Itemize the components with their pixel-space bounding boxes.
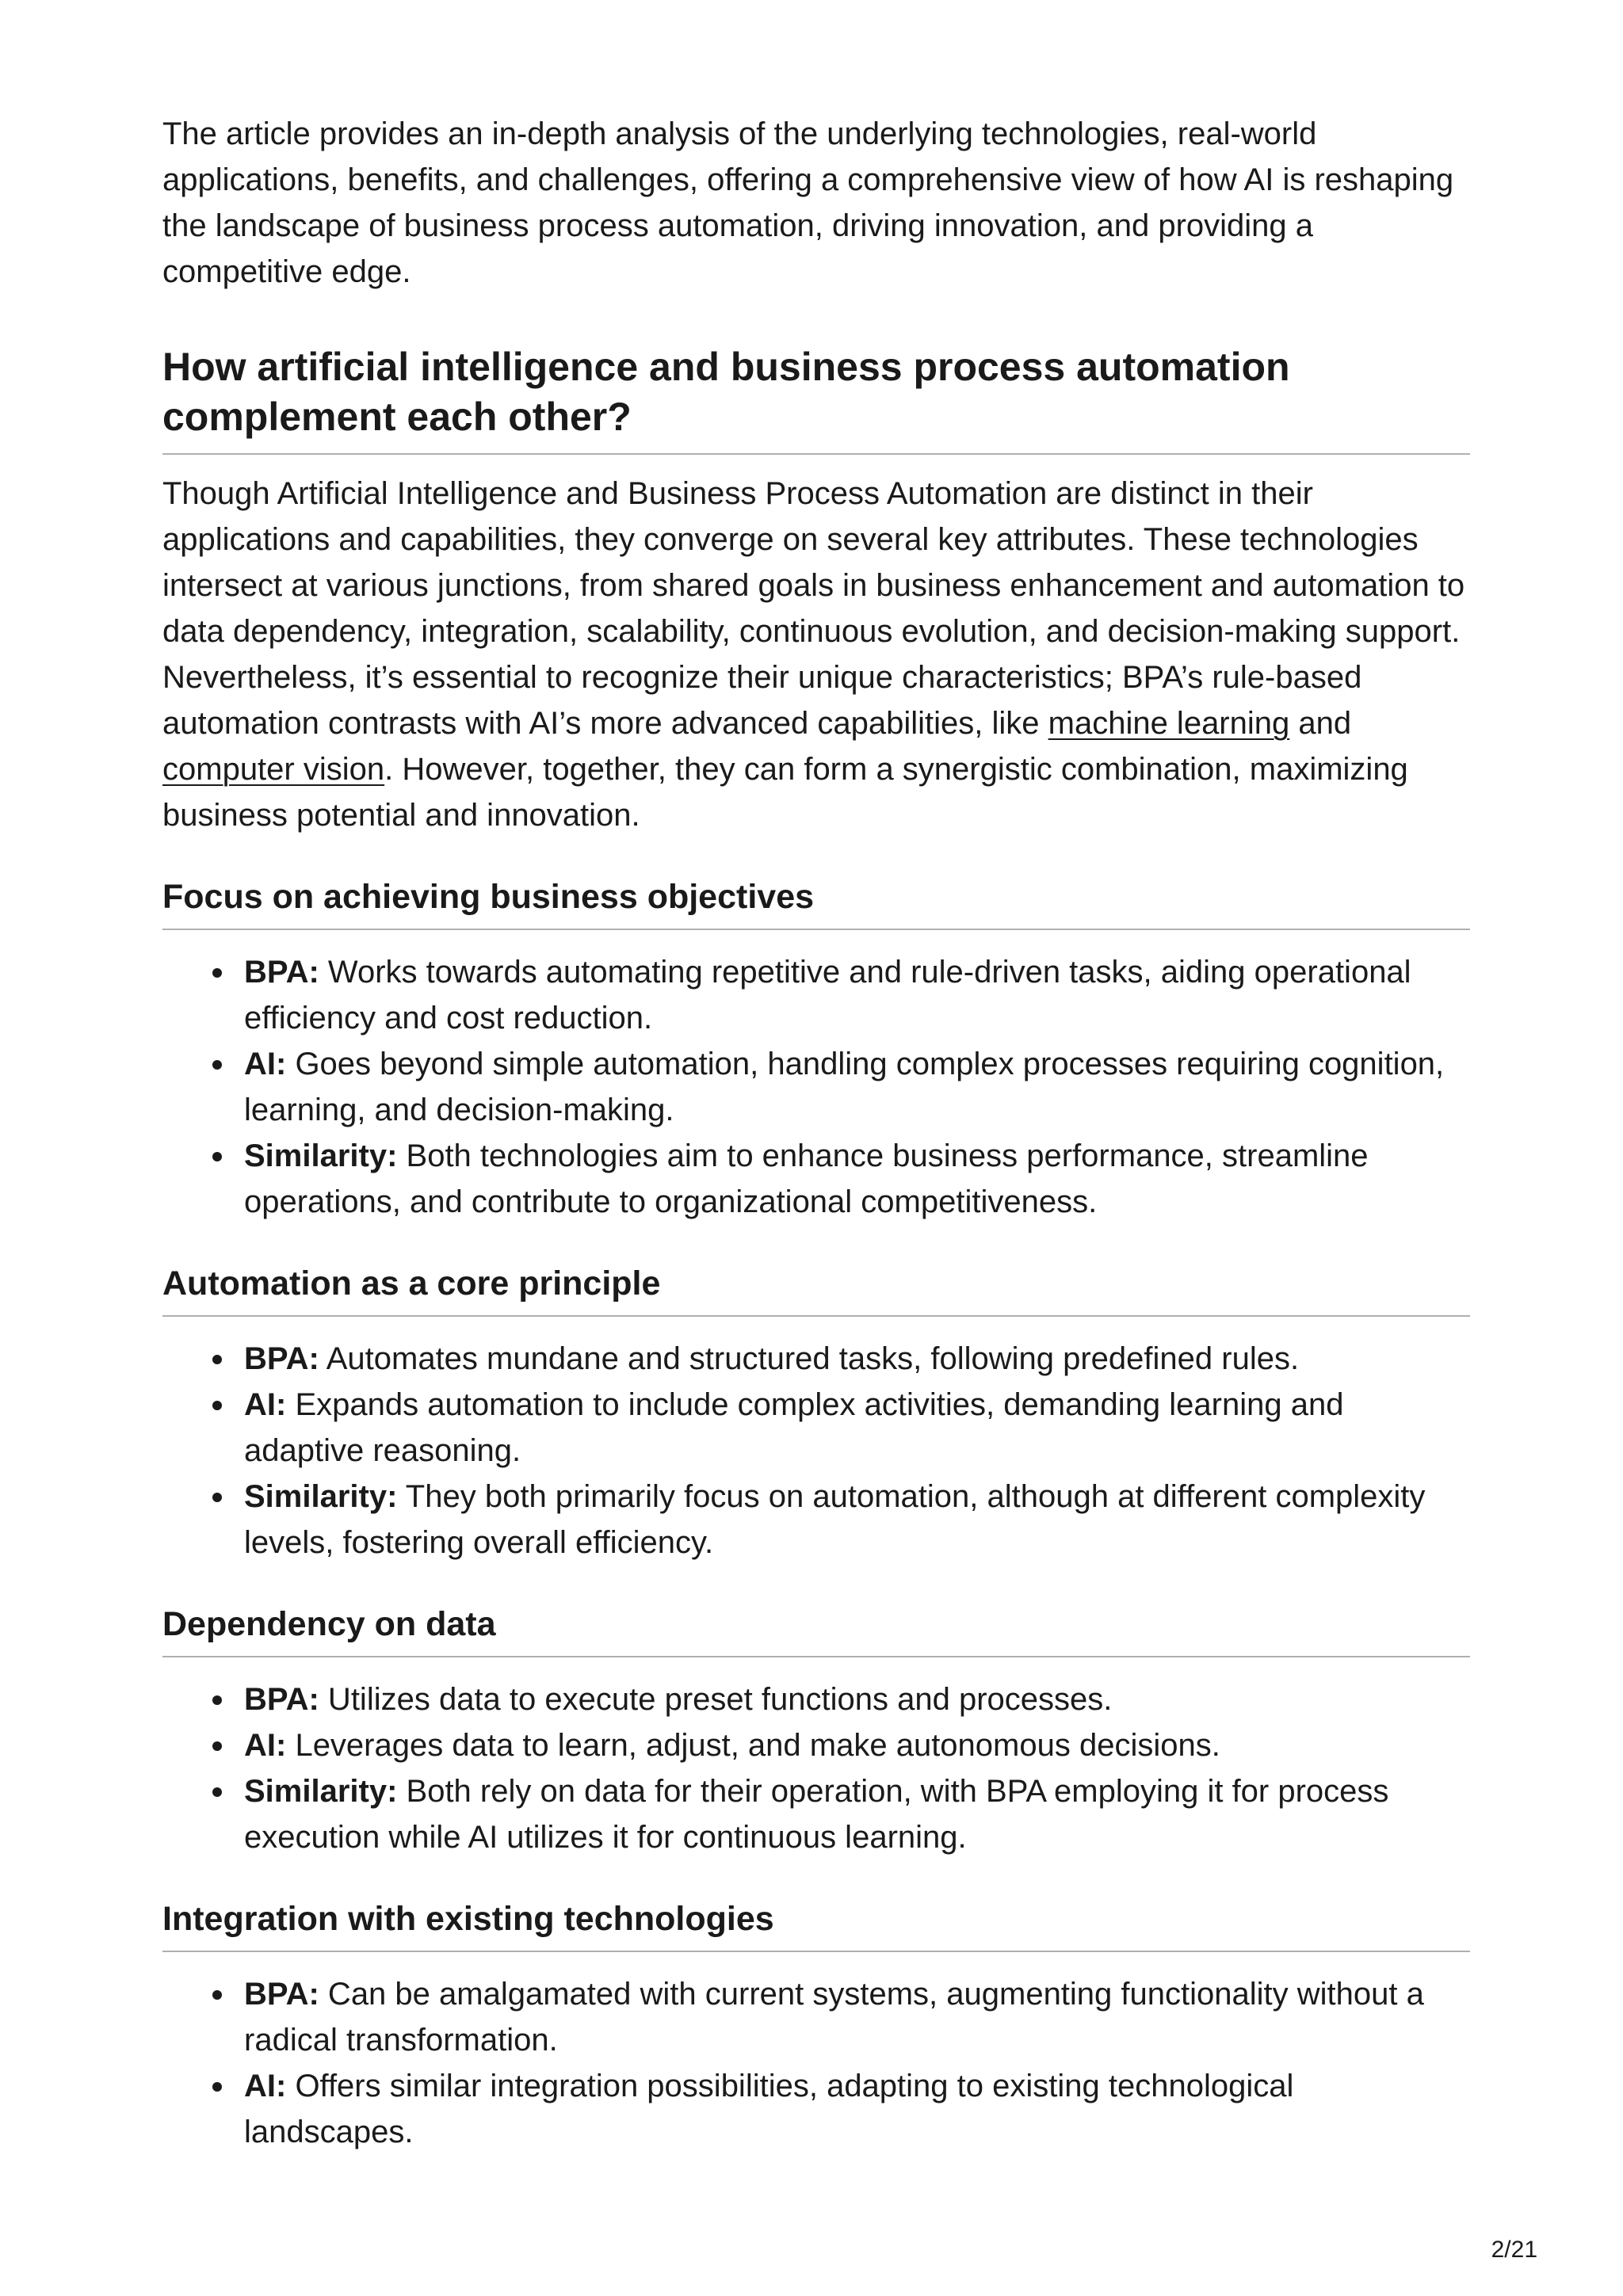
list-item (244, 1382, 1470, 1474)
list-item-term: AI: (244, 1387, 287, 1422)
section-heading-main: How artificial intelligence and business process automation complement each other? (162, 342, 1470, 455)
bullet-list-data-dependency (162, 1676, 1470, 1860)
list-item-text: Goes beyond simple automation, handling complex processes requiring cognition, learning, and decision-making. (244, 1047, 1445, 1127)
list-item-term: Similarity: (244, 1138, 398, 1173)
list-item-text: Expands automation to include complex activities, demanding learning and adaptive reasoning. (244, 1387, 1344, 1468)
bullet-icon (212, 1152, 222, 1161)
list-item (244, 1676, 1470, 1722)
list-item-term: AI: (244, 1047, 287, 1081)
list-item-text: Both rely on data for their operation, with BPA employing it for process execution while AI utilizes it for continuous learning. (244, 1774, 1389, 1855)
list-item-text: Utilizes data to execute preset functions and processes. (319, 1682, 1113, 1717)
intro-paragraph: The article provides an in-depth analysis of the underlying technologies, real-world applications, benefits, and challenges, offering a comprehensive view of how AI is reshaping the landscape of business process automation, driving innovation, and providing a competitive edge. (162, 116, 1454, 289)
bullet-icon (212, 968, 222, 978)
body-text-part-1: Though Artificial Intelligence and Business Process Automation are distinct in their applications and capabilities, they converge on several key attributes. These technologies intersect at various junctions, from shared goals in business enhancement and automation to data dependency, integration, scalability, continuous evolution, and decision-making support. Nevertheless, it’s essential to recognize their unique characteristics; BPA’s rule-based automation contrasts with AI’s more advanced capabilities, like (162, 476, 1465, 741)
list-item-text: Leverages data to learn, adjust, and make autonomous decisions. (286, 1728, 1220, 1763)
list-item (244, 1336, 1470, 1382)
list-item-text: Both technologies aim to enhance business performance, streamline operations, and contribute to organizational competitiveness. (244, 1138, 1369, 1219)
machine-learning-link[interactable]: machine learning (1048, 706, 1290, 741)
list-item-term: Similarity: (244, 1774, 398, 1809)
list-item-term: BPA: (244, 1341, 319, 1376)
list-item (244, 2063, 1470, 2155)
bullet-icon (212, 1401, 222, 1410)
computer-vision-link[interactable]: computer vision (162, 752, 385, 787)
list-item (244, 949, 1470, 1041)
body-text-part-3: . However, together, they can form a synergistic combination, maximizing business potential and innovation. (162, 752, 1408, 833)
list-item (244, 1722, 1470, 1768)
article-content (162, 111, 1470, 2155)
subsection-heading-automation-core: Automation as a core principle (162, 1263, 1470, 1317)
bullet-icon (212, 1355, 222, 1364)
bullet-list-automation-core (162, 1336, 1470, 1566)
list-item-text: They both primarily focus on automation, although at different complexity levels, fostering overall efficiency. (244, 1479, 1426, 1560)
list-item-text: Can be amalgamated with current systems, augmenting functionality without a radical transformation. (244, 1977, 1424, 2058)
subsection-heading-business-objectives: Focus on achieving business objectives (162, 876, 1470, 930)
list-item-term: BPA: (244, 955, 319, 990)
bullet-icon (212, 1695, 222, 1705)
bullet-icon (212, 2082, 222, 2092)
list-item-term: AI: (244, 1728, 287, 1763)
body-text-part-2: and (1289, 706, 1352, 741)
bullet-list-business-objectives (162, 949, 1470, 1225)
bullet-icon (212, 1990, 222, 2000)
list-item-term: BPA: (244, 1977, 319, 2012)
bullet-icon (212, 1787, 222, 1797)
list-item-text: Automates mundane and structured tasks, following predefined rules. (319, 1341, 1300, 1376)
list-item (244, 1768, 1470, 1860)
bullet-list-integration (162, 1971, 1470, 2155)
list-item (244, 1971, 1470, 2063)
page-number: 2/21 (1491, 2237, 1537, 2263)
list-item-term: BPA: (244, 1682, 319, 1717)
subsection-heading-integration: Integration with existing technologies (162, 1898, 1470, 1952)
list-item (244, 1133, 1470, 1225)
list-item-term: Similarity: (244, 1479, 398, 1514)
list-item-text: Offers similar integration possibilities, adapting to existing technological landscapes. (244, 2069, 1294, 2149)
list-item (244, 1474, 1470, 1566)
bullet-icon (212, 1060, 222, 1070)
bullet-icon (212, 1741, 222, 1751)
subsection-heading-data-dependency: Dependency on data (162, 1604, 1470, 1657)
bullet-icon (212, 1493, 222, 1502)
list-item-text: Works towards automating repetitive and rule-driven tasks, aiding operational efficiency and cost reduction. (244, 955, 1411, 1035)
body-paragraph (162, 471, 1470, 838)
list-item (244, 1041, 1470, 1133)
list-item-term: AI: (244, 2069, 287, 2103)
